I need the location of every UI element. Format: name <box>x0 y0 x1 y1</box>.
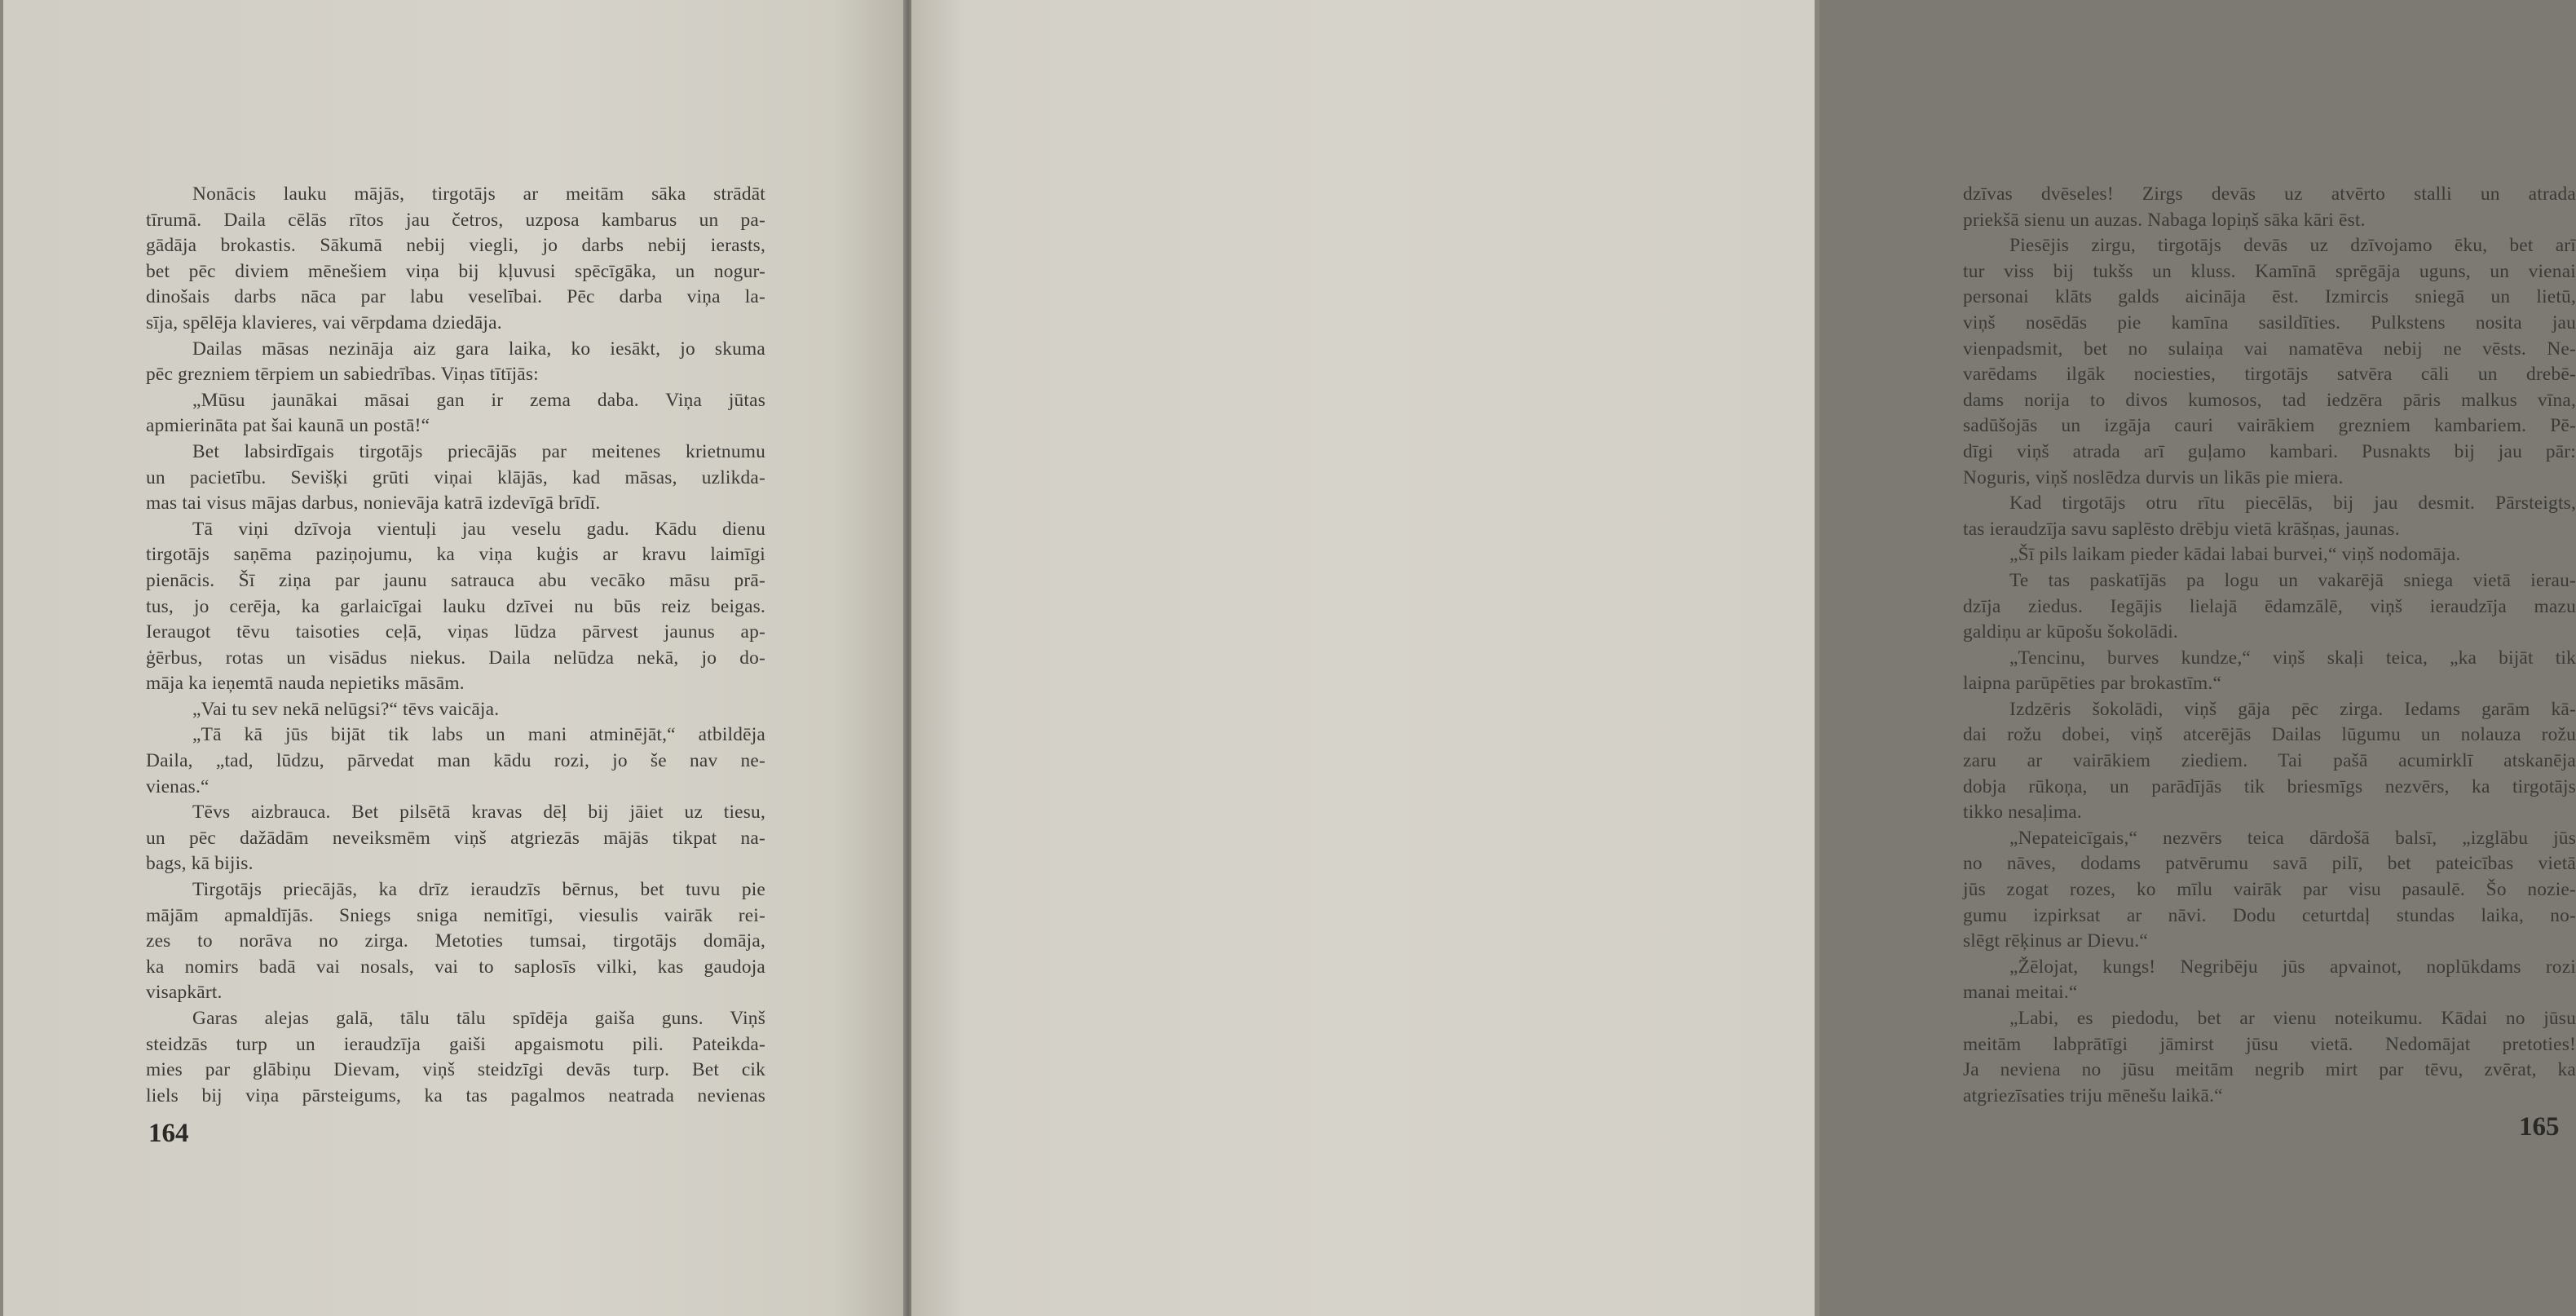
text-line: atgriezīsaties triju mēnešu laikā.“ <box>1963 1084 2223 1106</box>
text-line: un pacietību. Sevišķi grūti viņai klājās, kad māsas, uzlikda- <box>146 466 765 488</box>
text-line: pienācis. Šī ziņa par jaunu satrauca abu vecāko māsu prā- <box>146 569 765 591</box>
text-line: slēgt rēķinus ar Dievu.“ <box>1963 930 2148 952</box>
text-line: vienpadsmit, bet no sulaiņa vai namatēva nebij ne vēsts. Ne- <box>1963 338 2576 360</box>
left-page <box>3 0 905 1316</box>
text-line: „Vai tu sev nekā nelūgsi?“ tēvs vaicāja. <box>192 698 500 720</box>
text-line: Izdzēris šokolādi, viņš gāja pēc zirga. Iedams garām kā- <box>2009 698 2576 720</box>
text-line: jūs zogat rozes, ko mīlu vairāk par visu pasaulē. Šo nozie- <box>1963 879 2576 901</box>
text-line: „Tā kā jūs bijāt tik labs un mani atminējāt,“ atbildēja <box>192 724 765 746</box>
text-line: dobja rūkoņa, un parādījās tik briesmīgs nezvērs, ka tirgotājs <box>1963 775 2576 797</box>
text-line: tīrumā. Daila cēlās rītos jau četros, uzposa kambarus un pa- <box>146 209 765 231</box>
text-line: galdiņu ar kūpošu šokolādi. <box>1963 621 2178 643</box>
text-line: māja ka ieņemtā nauda nepietiks māsām. <box>146 673 465 695</box>
text-line: dai rožu dobei, viņš atcerējās Dailas lūgumu un nolauza rožu <box>1963 724 2576 746</box>
text-line: zaru ar vairākiem ziediem. Tai pašā acumirklī atskanēja <box>1963 750 2576 772</box>
text-line: steidzās turp un ieraudzīja gaiši apgaismotu pili. Pateikda- <box>146 1033 765 1055</box>
text-line: „Mūsu jaunākai māsai gan ir zema daba. Viņa jūtas <box>192 389 765 411</box>
text-line: Tirgotājs priecājās, ka drīz ieraudzīs bērnus, bet tuvu pie <box>192 879 765 901</box>
text-line: Nonācis lauku mājās, tirgotājs ar meitām sāka strādāt <box>192 183 765 205</box>
text-line: Ja neviena no jūsu meitām negrib mirt par tēvu, zvērat, ka <box>1963 1059 2576 1081</box>
text-line: Garas alejas galā, tālu tālu spīdēja gaiša guns. Viņš <box>192 1008 765 1029</box>
text-line: pēc grezniem tērpiem un sabiedrības. Viņas tītījās: <box>146 364 539 386</box>
text-line: mas tai visus mājas darbus, nonievāja katrā izdevīgā brīdī. <box>146 492 601 514</box>
text-line: Te tas paskatījās pa logu un vakarējā sniega vietā ierau- <box>2009 569 2576 591</box>
text-line: bet pēc diviem mēnešiem viņa bij kļuvusi spēcīgāka, un nogur- <box>146 260 765 282</box>
text-line: mies par glābiņu Dievam, viņš steidzīgi devās turp. Bet cik <box>146 1059 765 1081</box>
text-line: gumu izpirksat ar nāvi. Dodu ceturtdaļ stundas laika, no- <box>1963 904 2576 926</box>
text-line: dzīvas dvēseles! Zirgs devās uz atvērto stalli un atrada <box>1963 183 2576 205</box>
left-page-text <box>146 182 765 1109</box>
text-line: sīja, spēlēja klavieres, vai vērpdama dziedāja. <box>146 311 502 333</box>
text-line: priekšā sienu un auzas. Nabaga lopiņš sāka kāri ēst. <box>1963 209 2366 231</box>
text-line: laipna parūpēties par brokastīm.“ <box>1963 673 2222 695</box>
text-line: Tā viņi dzīvoja vientuļi jau veselu gadu. Kādu dienu <box>192 518 765 540</box>
text-line: mājām apmaldījās. Sniegs sniga nemitīgi, viesulis vairāk rei- <box>146 904 765 926</box>
text-line: dams norija to divos kumosos, tad iedzēra pāris malkus vīna, <box>1963 389 2576 411</box>
text-line: zes to norāva no zirga. Metoties tumsai, tirgotājs domāja, <box>146 930 765 952</box>
text-line: „Nepateicīgais,“ nezvērs teica dārdošā balsī, „izglābu jūs <box>2009 827 2576 849</box>
text-line: manai meitai.“ <box>1963 982 2078 1004</box>
text-line: tur viss bij tukšs un kluss. Kamīnā sprēgāja uguns, un vienai <box>1963 260 2576 282</box>
text-line: Piesējis zirgu, tirgotājs devās uz dzīvojamo ēku, bet arī <box>2009 235 2576 257</box>
text-line: gādāja brokastis. Sākumā nebij viegli, jo darbs nebij ierasts, <box>146 235 765 257</box>
text-line: „Labi, es piedodu, bet ar vienu noteikumu. Kādai no jūsu <box>2009 1008 2576 1029</box>
text-line: bags, kā bijis. <box>146 853 254 875</box>
text-line: un pēc dažādām neveiksmēm viņš atgriezās mājās tikpat na- <box>146 827 765 849</box>
text-line: Bet labsirdīgais tirgotājs priecājās par meitenes krietnumu <box>192 440 765 462</box>
text-line: dīgi viņš atrada arī guļamo kambari. Pusnakts bij jau pār: <box>1963 440 2576 462</box>
text-line: liels bij viņa pārsteigums, ka tas pagalmos neatrada nevienas <box>146 1084 765 1106</box>
text-line: viņš nosēdās pie kamīna sasildīties. Pulkstens nosita jau <box>1963 311 2576 333</box>
text-line: Daila, „tad, lūdzu, pārvedat man kādu rozi, jo še nav ne- <box>146 750 765 772</box>
text-line: apmierināta pat šai kaunā un postā!“ <box>146 415 430 437</box>
text-line: no nāves, dodams patvērumu savā pilī, bet pateicības vietā <box>1963 853 2576 875</box>
text-line: Tēvs aizbrauca. Bet pilsētā kravas dēļ bij jāiet uz tiesu, <box>192 802 765 824</box>
text-line: Noguris, viņš noslēdza durvis un likās pie miera. <box>1963 466 2344 488</box>
text-line: Ieraugot tēvu taisoties ceļā, viņas lūdza pārvest jaunus ap- <box>146 621 765 643</box>
text-line: personai klāts galds aicināja ēst. Izmircis sniegā un lietū, <box>1963 286 2576 308</box>
text-line: visapkārt. <box>146 982 223 1004</box>
text-line: tas ieraudzīja savu saplēsto drēbju vietā krāšņas, jaunas. <box>1963 518 2400 540</box>
text-line: „Tencinu, burves kundze,“ viņš skaļi teica, „ka bijāt tik <box>2009 647 2576 669</box>
text-line: ģērbus, rotas un visādus niekus. Daila nelūdza nekā, jo do- <box>146 647 765 669</box>
text-line: sadūšojās un izgāja cauri vairākiem grezniem kambariem. Pē- <box>1963 415 2576 437</box>
text-line: tus, jo cerēja, ka garlaicīgai lauku dzīvei nu būs reiz beigas. <box>146 595 765 617</box>
text-line: Dailas māsas nezināja aiz gara laika, ko iesākt, jo skuma <box>192 338 765 360</box>
text-line: meitām labprātīgi jāmirst jūsu vietā. Nedomājat pretoties! <box>1963 1033 2576 1055</box>
text-line: dinošais darbs nāca par labu veselībai. Pēc darba viņa la- <box>146 286 765 308</box>
text-line: tikko nesaļima. <box>1963 802 2082 824</box>
left-page-number: 164 <box>148 1119 189 1148</box>
right-page-number: 165 <box>2519 1112 2560 1142</box>
text-line: Kad tirgotājs otru rītu piecēlās, bij jau desmit. Pārsteigts, <box>2009 492 2576 514</box>
text-line: tirgotājs saņēma paziņojumu, ka viņa kuģis ar kravu laimīgi <box>146 544 765 566</box>
text-line: „Žēlojat, kungs! Negribēju jūs apvainot, noplūkdams rozi <box>2009 956 2576 978</box>
text-line: varēdams ilgāk nociesties, tirgotājs satvēra cāli un drebē- <box>1963 364 2576 386</box>
text-line: dzīja ziedus. Iegājis lielajā ēdamzālē, viņš ieraudzīja mazu <box>1963 595 2576 617</box>
text-line: ka nomirs badā vai nosals, vai to saplosīs vilki, kas gaudoja <box>146 956 765 978</box>
right-page <box>911 0 2576 1316</box>
text-line: „Šī pils laikam pieder kādai labai burvei,“ viņš nodomāja. <box>2009 544 2461 566</box>
text-line: vienas.“ <box>146 775 210 797</box>
right-page-text <box>1963 182 2576 1109</box>
